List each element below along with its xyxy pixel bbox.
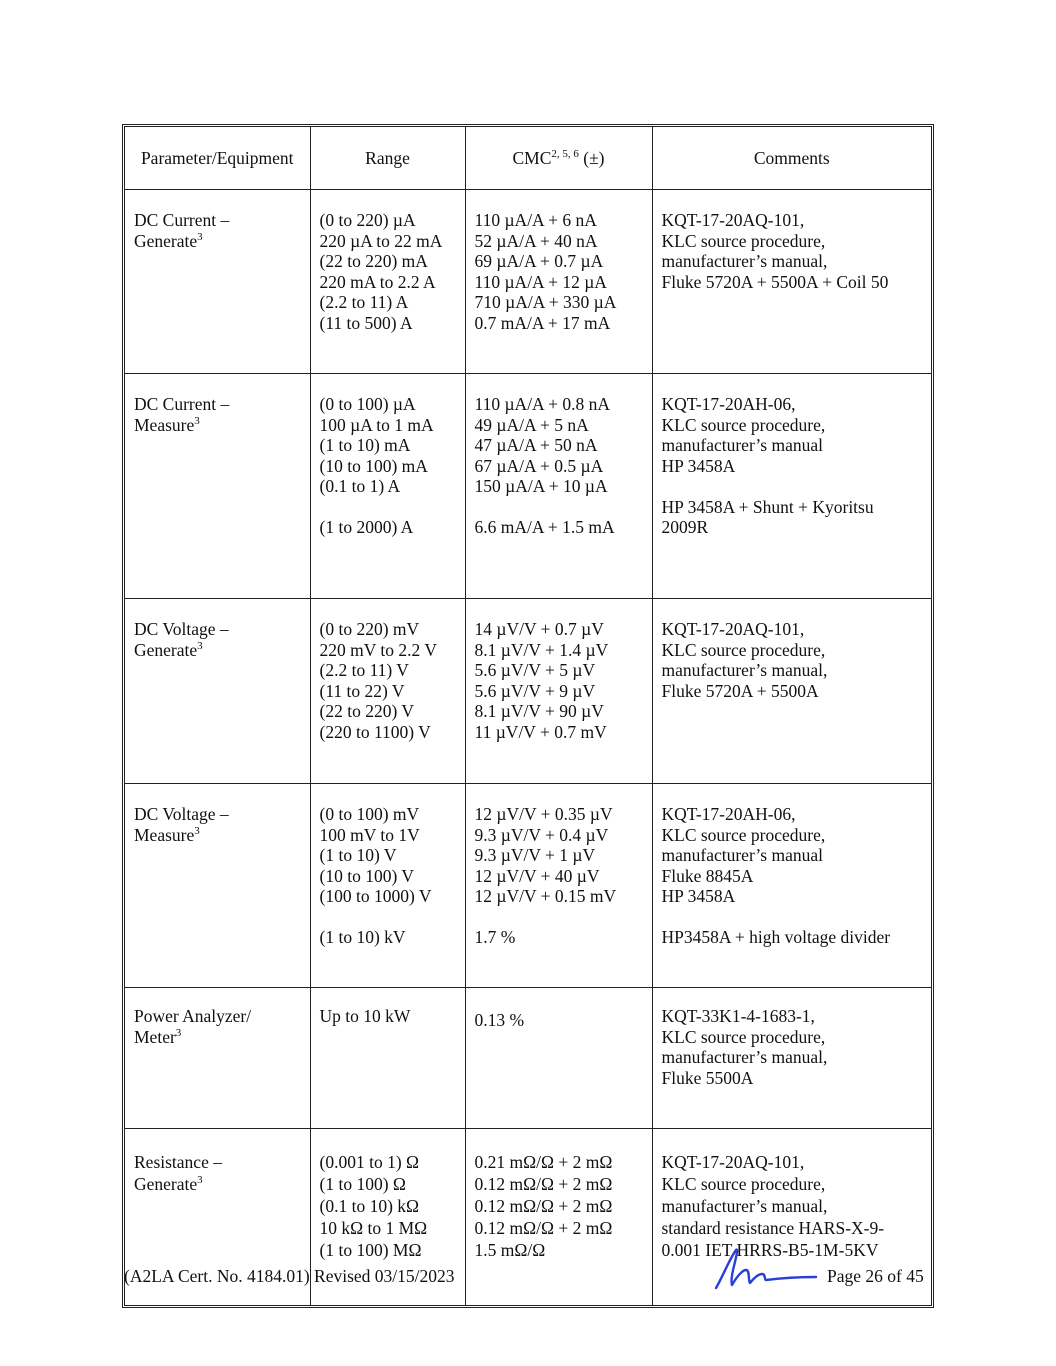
table-row [125, 599, 931, 784]
comments-line: Fluke 5500A [661, 1067, 754, 1088]
cmc-line: 9.3 µV/V + 0.4 µV [474, 824, 609, 845]
range-cell [310, 374, 465, 599]
comments-line: KLC source procedure, [661, 1026, 826, 1047]
comments-cell [652, 988, 931, 1129]
cmc-line: 0.12 mΩ/Ω + 2 mΩ [474, 1196, 613, 1216]
table-row [125, 988, 931, 1129]
cmc-cell [465, 374, 652, 599]
cmc-line: 67 µA/A + 0.5 µA [474, 455, 604, 476]
cmc-line: 12 µV/V + 40 µV [474, 865, 600, 886]
table-row [125, 190, 931, 374]
header-cmc-suffix: (±) [578, 147, 605, 168]
comments-cell [652, 784, 931, 988]
range-line: 100 mV to 1V [319, 824, 420, 845]
parameter-line: DC Current – [134, 394, 230, 414]
comments-line: KLC source procedure, [661, 414, 826, 435]
range-line: (0.1 to 10) kΩ [319, 1196, 420, 1216]
cmc-line: 110 µA/A + 12 µA [474, 271, 607, 292]
range-cell [310, 599, 465, 784]
parameter-cell [125, 599, 310, 784]
comments-line: KQT-17-20AH-06, [661, 394, 796, 414]
comments-line: 0.001 IET HRRS-B5-1M-5KV [661, 1240, 879, 1260]
header-range: Range [310, 127, 465, 190]
footnote-ref: 3 [197, 639, 203, 652]
footnote-ref: 3 [194, 414, 200, 427]
header-cmc-label: CMC [512, 147, 552, 168]
range-line: (1 to 10) kV [319, 927, 406, 947]
comments-line: Fluke 5720A + 5500A [661, 680, 819, 701]
cmc-cell [465, 599, 652, 784]
cmc-line: 52 µA/A + 40 nA [474, 230, 598, 251]
parameter-line: Generate$^3$ [134, 1174, 203, 1194]
comments-line: KQT-17-20AQ-101, [661, 619, 805, 639]
cmc-line: 14 µV/V + 0.7 µV [474, 619, 604, 639]
cmc-cell [465, 1129, 652, 1306]
parameter-line: Measure$^3$ [134, 414, 200, 435]
range-line: (0 to 220) µA [319, 210, 416, 230]
cmc-line: 8.1 µV/V + 90 µV [474, 701, 604, 721]
comments-line: manufacturer’s manual, [661, 251, 828, 271]
comments-line: KQT-17-20AQ-101, [661, 1152, 805, 1172]
range-line: (100 to 1000) V [319, 886, 432, 906]
parameter-line: Generate$^3$ [134, 230, 203, 251]
comments-line: KQT-17-20AH-06, [661, 804, 796, 824]
cmc-line: 0.7 mA/A + 17 mA [474, 312, 611, 333]
range-line: (0 to 100) mV [319, 804, 420, 824]
range-line: (0 to 220) mV [319, 619, 420, 639]
table-header-row [125, 127, 931, 190]
cmc-line: 11 µV/V + 0.7 mV [474, 721, 607, 742]
cmc-line: 110 µA/A + 6 nA [474, 210, 597, 230]
range-line: (22 to 220) mA [319, 251, 428, 271]
footnote-ref: 3 [197, 1174, 203, 1187]
parameter-line: Generate$^3$ [134, 639, 203, 660]
comments-cell [652, 374, 931, 599]
range-line: 220 mV to 2.2 V [319, 639, 437, 660]
range-line: (0 to 100) µA [319, 394, 416, 414]
cmc-line: 1.5 mΩ/Ω [474, 1240, 546, 1260]
footnote-ref: 3 [194, 824, 200, 837]
cmc-line: 9.3 µV/V + 1 µV [474, 845, 596, 865]
range-cell [310, 988, 465, 1129]
comments-line: KLC source procedure, [661, 1174, 826, 1194]
cmc-line: 8.1 µV/V + 1.4 µV [474, 639, 609, 660]
header-parameter: Parameter/Equipment [125, 127, 310, 190]
table-row [125, 374, 931, 599]
range-line: (1 to 2000) A [319, 517, 414, 537]
cmc-line: 5.6 µV/V + 9 µV [474, 680, 596, 701]
comments-line: KLC source procedure, [661, 824, 826, 845]
cmc-line: 49 µA/A + 5 nA [474, 414, 589, 435]
parameter-line: DC Voltage – [134, 804, 229, 824]
parameter-line: Meter$^3$ [134, 1026, 182, 1047]
range-line: (0.1 to 1) A [319, 476, 401, 496]
comments-cell [652, 190, 931, 374]
comments-line: HP3458A + high voltage divider [661, 927, 891, 947]
comments-line: standard resistance HARS-X-9- [661, 1218, 885, 1238]
parameter-line: Resistance – [134, 1152, 222, 1172]
comments-line: HP 3458A + Shunt + Kyoritsu 2009R [661, 496, 874, 537]
comments-line: Fluke 5720A + 5500A + Coil 50 [661, 271, 889, 292]
parameter-line: DC Voltage – [134, 619, 229, 639]
range-line: (10 to 100) mA [319, 455, 428, 476]
range-cell [310, 190, 465, 374]
comments-line: KQT-33K1-4-1683-1, [661, 1006, 815, 1026]
range-line: (2.2 to 11) V [319, 660, 409, 680]
footer-cert-revision: (A2LA Cert. No. 4184.01) Revised 03/15/2023 [124, 1266, 455, 1286]
cmc-cell [465, 190, 652, 374]
header-cmc-notes: 2, 5, 6 [551, 147, 579, 160]
comments-cell [652, 599, 931, 784]
cmc-line: 69 µA/A + 0.7 µA [474, 251, 604, 271]
range-line: (11 to 22) V [319, 680, 405, 701]
cmc-cell [465, 784, 652, 988]
header-comments: Comments [652, 127, 931, 190]
range-line: (1 to 10) mA [319, 435, 411, 455]
range-line: (0.001 to 1) Ω [319, 1152, 420, 1172]
range-line: (22 to 220) V [319, 701, 414, 721]
range-line: (1 to 100) Ω [319, 1174, 406, 1194]
range-line: 10 kΩ to 1 MΩ [319, 1218, 428, 1238]
signature-mark [712, 1244, 820, 1292]
cmc-line: 1.7 % [474, 927, 516, 947]
parameter-cell [125, 374, 310, 599]
cmc-line: 710 µA/A + 330 µA [474, 292, 617, 312]
accreditation-table [122, 124, 934, 1308]
range-line: (10 to 100) V [319, 865, 414, 886]
comments-line: manufacturer’s manual, [661, 660, 828, 680]
comments-line: HP 3458A [661, 886, 736, 906]
cmc-line: 0.21 mΩ/Ω + 2 mΩ [474, 1152, 613, 1172]
parameter-line: Power Analyzer/ [134, 1006, 252, 1026]
comments-line: Fluke 8845A [661, 865, 754, 886]
cmc-line: 5.6 µV/V + 5 µV [474, 660, 596, 680]
page-number: Page 26 of 45 [827, 1266, 924, 1286]
cmc-line: 12 µV/V + 0.35 µV [474, 804, 613, 824]
cmc-line: 110 µA/A + 0.8 nA [474, 394, 610, 414]
parameter-cell [125, 784, 310, 988]
range-line: (11 to 500) A [319, 312, 413, 333]
cmc-line: 0.13 % [474, 1010, 525, 1030]
parameter-line: DC Current – [134, 210, 230, 230]
comments-line: KQT-17-20AQ-101, [661, 210, 805, 230]
table-row [125, 784, 931, 988]
parameter-cell [125, 190, 310, 374]
comments-line: KLC source procedure, [661, 230, 826, 251]
comments-line: manufacturer’s manual [661, 435, 823, 455]
range-line: 100 µA to 1 mA [319, 414, 434, 435]
range-line: Up to 10 kW [319, 1006, 411, 1026]
comments-line: manufacturer’s manual, [661, 1047, 828, 1067]
range-line: (1 to 100) MΩ [319, 1240, 422, 1260]
header-cmc [465, 127, 652, 190]
range-line: (1 to 10) V [319, 845, 397, 865]
parameter-cell [125, 988, 310, 1129]
cmc-line: 47 µA/A + 50 nA [474, 435, 598, 455]
range-line: 220 µA to 22 mA [319, 230, 443, 251]
cmc-line: 12 µV/V + 0.15 mV [474, 886, 617, 906]
cmc-line: 6.6 mA/A + 1.5 mA [474, 517, 615, 537]
comments-line: manufacturer’s manual, [661, 1196, 828, 1216]
comments-line: KLC source procedure, [661, 639, 826, 660]
range-cell [310, 784, 465, 988]
range-line: 220 mA to 2.2 A [319, 271, 436, 292]
range-line: (220 to 1100) V [319, 721, 431, 742]
comments-line: HP 3458A [661, 455, 736, 476]
comments-line: manufacturer’s manual [661, 845, 823, 865]
footnote-ref: 3 [197, 230, 203, 243]
footnote-ref: 3 [175, 1026, 182, 1039]
cmc-cell [465, 988, 652, 1129]
range-line: (2.2 to 11) A [319, 292, 409, 312]
parameter-line: Measure$^3$ [134, 824, 200, 845]
cmc-line: 150 µA/A + 10 µA [474, 476, 608, 496]
cmc-line: 0.12 mΩ/Ω + 2 mΩ [474, 1174, 613, 1194]
cmc-line: 0.12 mΩ/Ω + 2 mΩ [474, 1218, 613, 1238]
